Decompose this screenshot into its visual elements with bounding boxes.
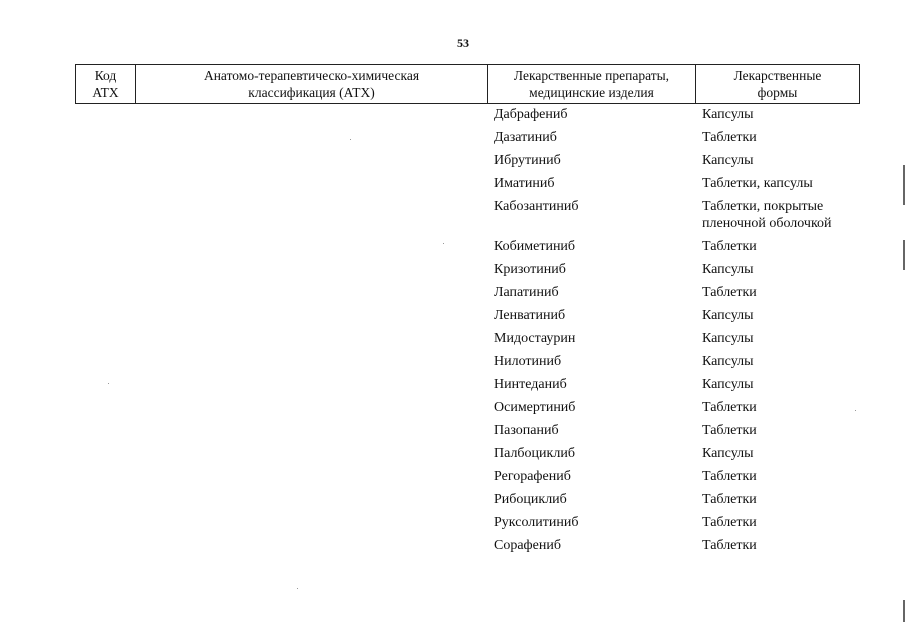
table-header [75, 64, 860, 104]
dosage-form: Капсулы [702, 107, 754, 122]
table-row [0, 126, 905, 149]
header-dosage-forms: Лекарственные формы [733, 68, 822, 100]
drug-name: Дабрафениб [494, 107, 568, 122]
drug-name: Кабозантиниб [494, 199, 579, 214]
scan-speck [350, 139, 351, 140]
dosage-form: Таблетки [702, 492, 757, 507]
table-row [0, 511, 905, 534]
drug-name: Кризотиниб [494, 262, 566, 277]
drug-name: Иматиниб [494, 176, 555, 191]
dosage-form: Таблетки, покрытые пленочной оболочкой [702, 199, 832, 231]
table-row [0, 419, 905, 442]
table-row [0, 465, 905, 488]
table-body [0, 103, 905, 557]
drug-name: Палбоциклиб [494, 446, 575, 461]
dosage-form: Капсулы [702, 446, 754, 461]
drug-name: Нилотиниб [494, 354, 562, 369]
table-row [0, 350, 905, 373]
header-drugs-devices: Лекарственные препараты, медицинские изделия [488, 65, 696, 103]
drug-name: Кобиметиниб [494, 239, 576, 254]
dosage-form: Таблетки [702, 515, 757, 530]
dosage-form: Таблетки, капсулы [702, 176, 813, 191]
table-row [0, 488, 905, 511]
dosage-form: Капсулы [702, 331, 754, 346]
drug-name: Ленватиниб [494, 308, 566, 323]
dosage-form: Капсулы [702, 308, 754, 323]
drug-name: Нинтеданиб [494, 377, 567, 392]
header-atx-code: Код ATX [76, 65, 136, 103]
scan-speck [108, 383, 109, 384]
table-row [0, 396, 905, 419]
dosage-form: Таблетки [702, 130, 757, 145]
table-row [0, 373, 905, 396]
table-row [0, 281, 905, 304]
drug-name: Лапатиниб [494, 285, 559, 300]
dosage-form: Капсулы [702, 153, 754, 168]
dosage-form: Таблетки [702, 469, 757, 484]
dosage-form: Капсулы [702, 377, 754, 392]
table-row [0, 149, 905, 172]
table-row [0, 235, 905, 258]
table-row [0, 172, 905, 195]
drug-name: Регорафениб [494, 469, 571, 484]
header-atx-classification: Анатомо-терапевтическо-химическая классификация (АТХ) [136, 65, 488, 103]
dosage-form: Таблетки [702, 239, 757, 254]
scan-speck [855, 410, 856, 411]
drug-name: Рибоциклиб [494, 492, 567, 507]
table-row [0, 195, 905, 235]
drug-name: Пазопаниб [494, 423, 559, 438]
dosage-form: Таблетки [702, 285, 757, 300]
dosage-form: Таблетки [702, 400, 757, 415]
drug-name: Руксолитиниб [494, 515, 579, 530]
drug-name: Дазатиниб [494, 130, 557, 145]
scan-speck [297, 588, 298, 589]
table-row [0, 534, 905, 557]
table-row [0, 442, 905, 465]
drug-name: Сорафениб [494, 538, 561, 553]
drug-name: Осимертиниб [494, 400, 576, 415]
drug-name: Ибрутиниб [494, 153, 561, 168]
dosage-form: Таблетки [702, 538, 757, 553]
dosage-form: Капсулы [702, 354, 754, 369]
table-row [0, 103, 905, 126]
page-number: 53 [457, 36, 469, 50]
table-row [0, 327, 905, 350]
drug-name: Мидостаурин [494, 331, 576, 346]
scan-speck [443, 243, 444, 244]
dosage-form: Капсулы [702, 262, 754, 277]
table-row [0, 258, 905, 281]
table-row [0, 304, 905, 327]
dosage-form: Таблетки [702, 423, 757, 438]
